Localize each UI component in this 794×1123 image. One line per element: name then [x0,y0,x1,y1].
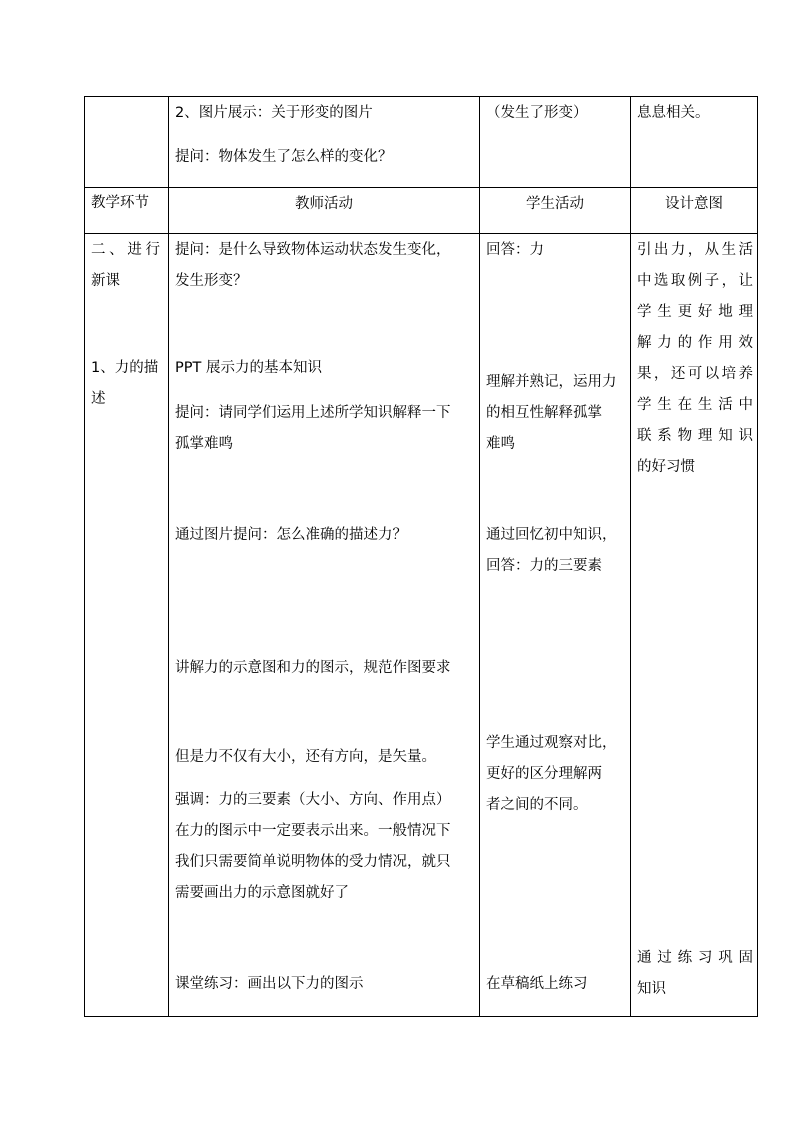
intent-i1-line5: 果，还可以培养 [637,366,753,382]
table-header-row [85,188,758,234]
teacher-exercise: 课堂练习：画出以下力的图示 [175,976,364,992]
student-top-text: （发生了形变） [486,105,588,121]
header-teacher: 教师活动 [295,196,353,212]
student-a1: 回答：力 [486,242,544,258]
student-a2-line2: 的相互性解释孤掌 [486,405,602,421]
header-teacher-cell [169,188,480,234]
table-row-continued [85,97,758,188]
student-a5: 在草稿纸上练习 [486,976,588,992]
student-a4-line1: 学生通过观察对比， [486,735,617,751]
intent-i2-line1: 通过练习巩固 [637,950,753,966]
intent-cell-top [631,97,758,188]
teacher-q3: 通过图片提问：怎么准确的描述力？ [175,527,407,543]
student-a4-line2: 更好的区分理解两 [486,766,602,782]
stage-line2: 新课 [91,273,120,289]
student-a2-line1: 理解并熟记，运用力 [486,374,617,390]
teacher-ppt: PPT 展示力的基本知识 [175,360,322,376]
lesson-plan-table [84,96,758,1017]
table-row-main [85,234,758,1017]
student-a4-line3: 者之间的不同。 [486,797,588,813]
stage-sub-line2: 述 [91,391,106,407]
stage-line1: 二、进行 [91,242,160,258]
header-student-cell [480,188,631,234]
intent-i1-line2: 中选取例子，让 [637,273,753,289]
header-student: 学生活动 [526,196,584,212]
intent-i1-line1: 引出力，从生活 [637,242,753,258]
design-intent-cell [631,234,758,1017]
teacher-top-line2: 提问：物体发生了怎么样的变化？ [175,149,393,165]
teacher-emph-line1: 强调：力的三要素（大小、方向、作用点） [175,792,451,808]
student-activity-cell [480,234,631,1017]
intent-i2-line2: 知识 [637,981,666,997]
teacher-explain: 讲解力的示意图和力的图示，规范作图要求 [175,660,451,676]
intent-i1-line7: 联系物理知识 [637,428,753,444]
student-a3-line1: 通过回忆初中知识， [486,527,617,543]
student-a2-line3: 难鸣 [486,436,515,452]
header-intent: 设计意图 [665,196,723,212]
teacher-q2-line1: 提问：请同学们运用上述所学知识解释一下 [175,405,451,421]
header-stage: 教学环节 [91,195,149,211]
student-cell-top [480,97,631,188]
stage-cell [85,234,169,1017]
teacher-q1-line1: 提问：是什么导致物体运动状态发生变化， [175,242,451,258]
teacher-emph-line4: 需要画出力的示意图就好了 [175,885,349,901]
intent-top-text: 息息相关。 [637,105,710,121]
student-a3-line2: 回答：力的三要素 [486,558,602,574]
header-stage-cell [85,188,169,234]
intent-i1-line4: 解力的作用效 [637,335,753,351]
teacher-vector: 但是力不仅有大小，还有方向，是矢量。 [175,749,436,765]
teacher-top-line1: 2、图片展示：关于形变的图片 [175,105,373,121]
header-intent-cell [631,188,758,234]
intent-i1-line8: 的好习惯 [637,459,695,475]
stage-sub-line1: 1、力的描 [91,360,159,376]
teacher-cell-top [169,97,480,188]
stage-cell-empty [85,97,169,188]
teacher-q1-line2: 发生形变？ [175,273,248,289]
teacher-q2-line2: 孤掌难鸣 [175,436,233,452]
intent-i1-line6: 学生在生活中 [637,397,753,413]
intent-i1-line3: 学生更好地理 [637,304,753,320]
teacher-emph-line2: 在力的图示中一定要表示出来。一般情况下 [175,823,451,839]
teacher-activity-cell [169,234,480,1017]
teacher-emph-line3: 我们只需要简单说明物体的受力情况，就只 [175,854,451,870]
